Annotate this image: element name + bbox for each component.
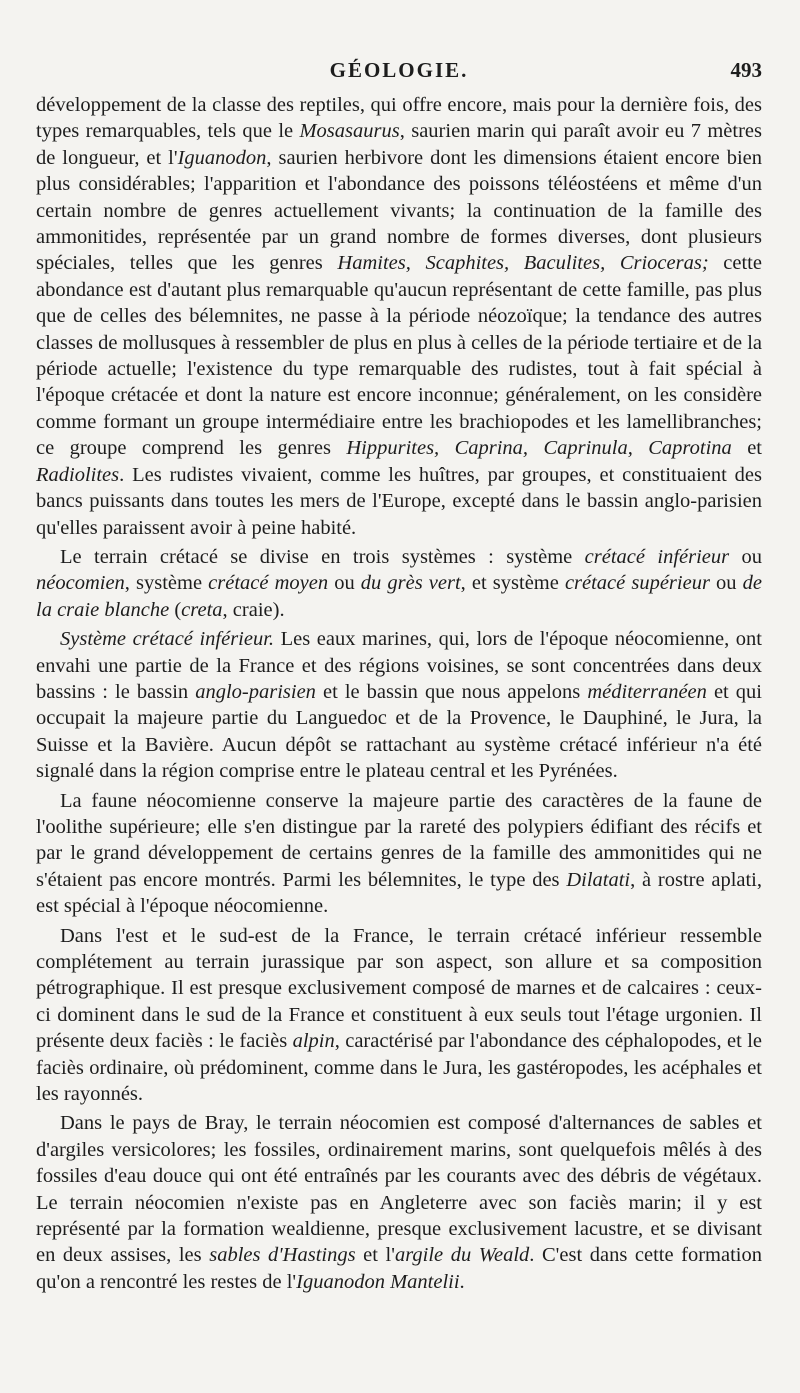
text-run: et le bassin que nous appelons — [315, 680, 588, 703]
italic-run: sables d'Hastings — [209, 1244, 356, 1267]
paragraph-2 — [36, 544, 762, 623]
page-number: 493 — [730, 58, 762, 82]
text-run: , saurien herbivore dont les dimensions étaient encore bien plus considérables; l'apparition et l'abondance des poissons téléostéens et même d'un certain nombre de genres actuellement vivants; la continuation de la famille des ammonitides, représentée par un grand nombre de formes diverses, dont plusieurs spéciales, telles que les genres — [36, 146, 762, 275]
italic-run: Hippurites, Caprina, Caprinula, Caprotina — [346, 437, 732, 460]
text-run: . — [459, 1270, 465, 1293]
text-run: Dans l'est et le sud-est de la France, le terrain crétacé inférieur ressemble complétement au terrain jurassique par son aspect, son allure et sa composition pétrographique. Il est presque exclusivement composé de marnes et de calcaires : ceux-ci dominent dans le sud de la France et constituent à eux seuls tout l'étage urgonien. Il présente deux faciès : le faciès — [36, 924, 762, 1053]
paragraph-1 — [36, 92, 762, 541]
text-run: et l' — [355, 1244, 395, 1267]
italic-run: Dilatati — [566, 868, 631, 891]
text-run: ( — [169, 598, 182, 621]
italic-run: argile du Weald — [394, 1244, 530, 1267]
italic-run: anglo-parisien — [195, 680, 316, 703]
running-title: GÉOLOGIE. — [329, 58, 469, 82]
text-run: et qui occupait la majeure partie du Languedoc et de la Provence, le Dauphiné, le Jura, la Suisse et la Bavière. Aucun dépôt se rattachant au système crétacé inférieur n'a été signalé dans la région comprise entre le plateau central et les Pyrénées. — [36, 680, 763, 783]
text-run: . C'est dans cette formation qu'on a rencontré les restes de l' — [36, 1244, 762, 1293]
italic-run: crétacé moyen — [208, 572, 329, 595]
italic-run: creta — [181, 598, 223, 621]
paragraph-3 — [36, 626, 762, 784]
text-run: Le terrain crétacé se divise en trois systèmes : système — [60, 545, 585, 568]
page-header — [36, 0, 762, 92]
paragraph-6 — [36, 1110, 762, 1295]
text-run: , saurien marin qui paraît avoir eu 7 mètres de longueur, et l' — [36, 120, 762, 169]
text-run: , système — [124, 572, 209, 595]
text-run: , à rostre aplati, est spécial à l'époque néocomienne. — [36, 868, 763, 918]
text-run: , craie). — [222, 598, 285, 621]
text-run: ou — [729, 545, 763, 568]
italic-run: alpin — [292, 1030, 335, 1053]
text-run: développement de la classe des reptiles, qui offre encore, mais pour la dernière fois, des types remarquables, tels que le — [36, 94, 762, 143]
text-run: ou — [709, 572, 743, 595]
text-run: cette abondance est d'autant plus remarquable qu'aucun représentant de cette famille, pas plus que de celles des bélemnites, ne passe à la période néozoïque; la tendance des autres classes de mollusques à ressembler de plus en plus à celles de la période tertiaire et de la période actuelle; l'existence du type remarquable des rudistes, tout à fait spécial à l'époque crétacée et dont la nature est encore inconnue; généralement, on les considère comme formant un groupe intermédiaire entre les brachiopodes et les lamellibranches; ce groupe comprend les genres — [36, 252, 762, 460]
text-run: , et système — [460, 572, 565, 595]
text-run: . Les rudistes vivaient, comme les huîtres, par groupes, et constituaient des bancs puissants dans toutes les mers de l'Europe, excepté dans le bassin anglo-parisien qu'elles paraissent avoir à peine habité. — [36, 463, 762, 539]
text-run: et — [731, 437, 762, 460]
italic-run: méditerranéen — [587, 680, 707, 703]
italic-run: crétacé supérieur — [564, 572, 710, 595]
italic-run: Radiolites — [36, 463, 120, 486]
text-run: ou — [328, 572, 361, 595]
text-run: Dans le pays de Bray, le terrain néocomien est composé d'alternances de sables et d'argiles versicolores; les fossiles, ordinairement marins, sont quelquefois mêlés à des fossiles d'eau douce qui ont été entraînés par les courants avec des débris de végétaux. Le terrain néocomien n'existe pas en Angleterre avec son faciès marin; il y est représenté par la formation wealdienne, presque exclusivement lacustre, et se divisant en deux assises, les — [36, 1112, 762, 1267]
paragraph-4 — [36, 788, 762, 920]
text-run: La faune néocomienne conserve la majeure partie des caractères de la faune de l'oolithe supérieure; elle s'en distingue par la rareté des polypiers édifiant des récifs et par le grand développement de certains genres de la famille des ammonitides qui ne s'étaient pas encore montrés. Parmi les bélemnites, le type des — [36, 789, 762, 891]
text-run: , caractérisé par l'abondance des céphalopodes, et le faciès ordinaire, où prédominent, comme dans le Jura, les gastéropodes, les acéphales et les rayonnés. — [36, 1030, 762, 1106]
italic-run: Système crétacé inférieur. — [60, 628, 275, 651]
italic-run: de la craie blanche — [36, 572, 762, 621]
italic-run: Hamites, Scaphites, Baculites, Crioceras; — [337, 252, 709, 275]
italic-run: crétacé inférieur — [584, 545, 730, 568]
italic-run: Iguanodon Mantelii — [296, 1270, 460, 1293]
paragraph-5 — [36, 923, 762, 1108]
italic-run: néocomien — [36, 572, 125, 595]
italic-run: Mosasaurus — [299, 120, 400, 143]
italic-run: Iguanodon — [177, 146, 267, 169]
italic-run: du grès vert — [360, 572, 461, 595]
text-run: Les eaux marines, qui, lors de l'époque néocomienne, ont envahi une partie de la France et des régions voisines, se sont concentrées dans deux bassins : le bassin — [36, 628, 763, 703]
page-body — [36, 92, 762, 1295]
